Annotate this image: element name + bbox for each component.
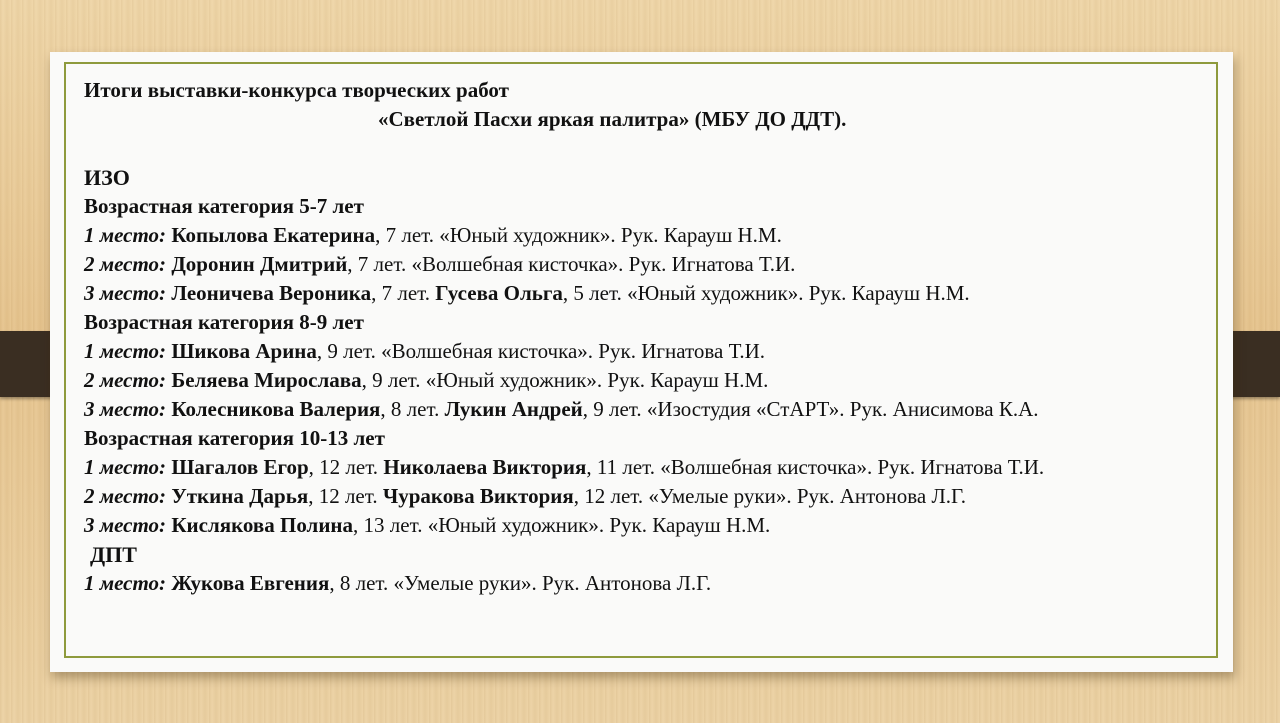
place-label: 3 место: (84, 397, 167, 421)
section-heading-izo: ИЗО (84, 165, 130, 190)
place-label: 3 место: (84, 513, 167, 537)
entry-details: , 9 лет. «Юный художник». Рук. Карауш Н.М. (361, 368, 769, 392)
place-label: 2 место: (84, 252, 167, 276)
entry-details: , 9 лет. «Волшебная кисточка». Рук. Игнатова Т.И. (316, 339, 765, 363)
entry-details: , 7 лет. (371, 281, 436, 305)
place-label: 1 место: (84, 571, 167, 595)
entry-details: , 7 лет. «Юный художник». Рук. Карауш Н.М. (375, 223, 782, 247)
participant-name-second: Чуракова Виктория (382, 484, 574, 508)
participant-name: Шагалов Егор (171, 455, 309, 479)
participant-name: Беляева Мирослава (171, 368, 362, 392)
entry-details: , 8 лет. (380, 397, 445, 421)
result-entry (84, 221, 1204, 250)
entry-details: , 8 лет. «Умелые руки». Рук. Антонова Л.Г. (329, 571, 712, 595)
entry-details: , 7 лет. «Волшебная кисточка». Рук. Игнатова Т.И. (347, 252, 796, 276)
entry-details: , 13 лет. «Юный художник». Рук. Карауш Н.М. (353, 513, 771, 537)
result-entry (84, 250, 1204, 279)
age-category-heading: Возрастная категория 10-13 лет (84, 426, 385, 450)
result-entry (84, 569, 1204, 598)
section-heading-dpt: ДПТ (90, 542, 137, 567)
spacer (84, 134, 1204, 163)
participant-name: Доронин Дмитрий (171, 252, 348, 276)
place-label: 3 место: (84, 281, 167, 305)
participant-name-second: Гусева Ольга (435, 281, 563, 305)
document-subtitle: «Светлой Пасхи яркая палитра» (МБУ ДО ДДТ). (378, 107, 847, 131)
participant-name-second: Николаева Виктория (383, 455, 587, 479)
participant-name-second: Лукин Андрей (444, 397, 583, 421)
place-label: 1 место: (84, 455, 167, 479)
place-label: 2 место: (84, 484, 167, 508)
entry-details: , 12 лет. (308, 455, 384, 479)
entry-details: , 12 лет. (308, 484, 383, 508)
result-entry (84, 511, 1204, 540)
participant-name: Леоничева Вероника (171, 281, 372, 305)
result-entry (84, 366, 1204, 395)
participant-name: Шикова Арина (171, 339, 317, 363)
document-card (50, 52, 1233, 672)
result-entry (84, 395, 1204, 424)
entry-details-tail: , 5 лет. «Юный художник». Рук. Карауш Н.М. (562, 281, 970, 305)
participant-name: Колесникова Валерия (171, 397, 381, 421)
entry-details-tail: , 12 лет. «Умелые руки». Рук. Антонова Л.Г. (573, 484, 966, 508)
participant-name: Жукова Евгения (171, 571, 330, 595)
participant-name: Уткина Дарья (171, 484, 309, 508)
place-label: 1 место: (84, 339, 167, 363)
result-entry (84, 482, 1204, 511)
age-category-heading: Возрастная категория 8-9 лет (84, 310, 364, 334)
place-label: 1 место: (84, 223, 167, 247)
result-entry (84, 279, 1204, 308)
place-label: 2 место: (84, 368, 167, 392)
result-entry (84, 337, 1204, 366)
entry-details-tail: , 11 лет. «Волшебная кисточка». Рук. Игнатова Т.И. (586, 455, 1045, 479)
results-text (84, 76, 1204, 598)
entry-details-tail: , 9 лет. «Изостудия «СтАРТ». Рук. Анисимова К.А. (582, 397, 1039, 421)
result-entry (84, 453, 1204, 482)
document-title: Итоги выставки-конкурса творческих работ (84, 78, 509, 102)
participant-name: Копылова Екатерина (171, 223, 376, 247)
age-category-heading: Возрастная категория 5-7 лет (84, 194, 364, 218)
participant-name: Кислякова Полина (171, 513, 354, 537)
